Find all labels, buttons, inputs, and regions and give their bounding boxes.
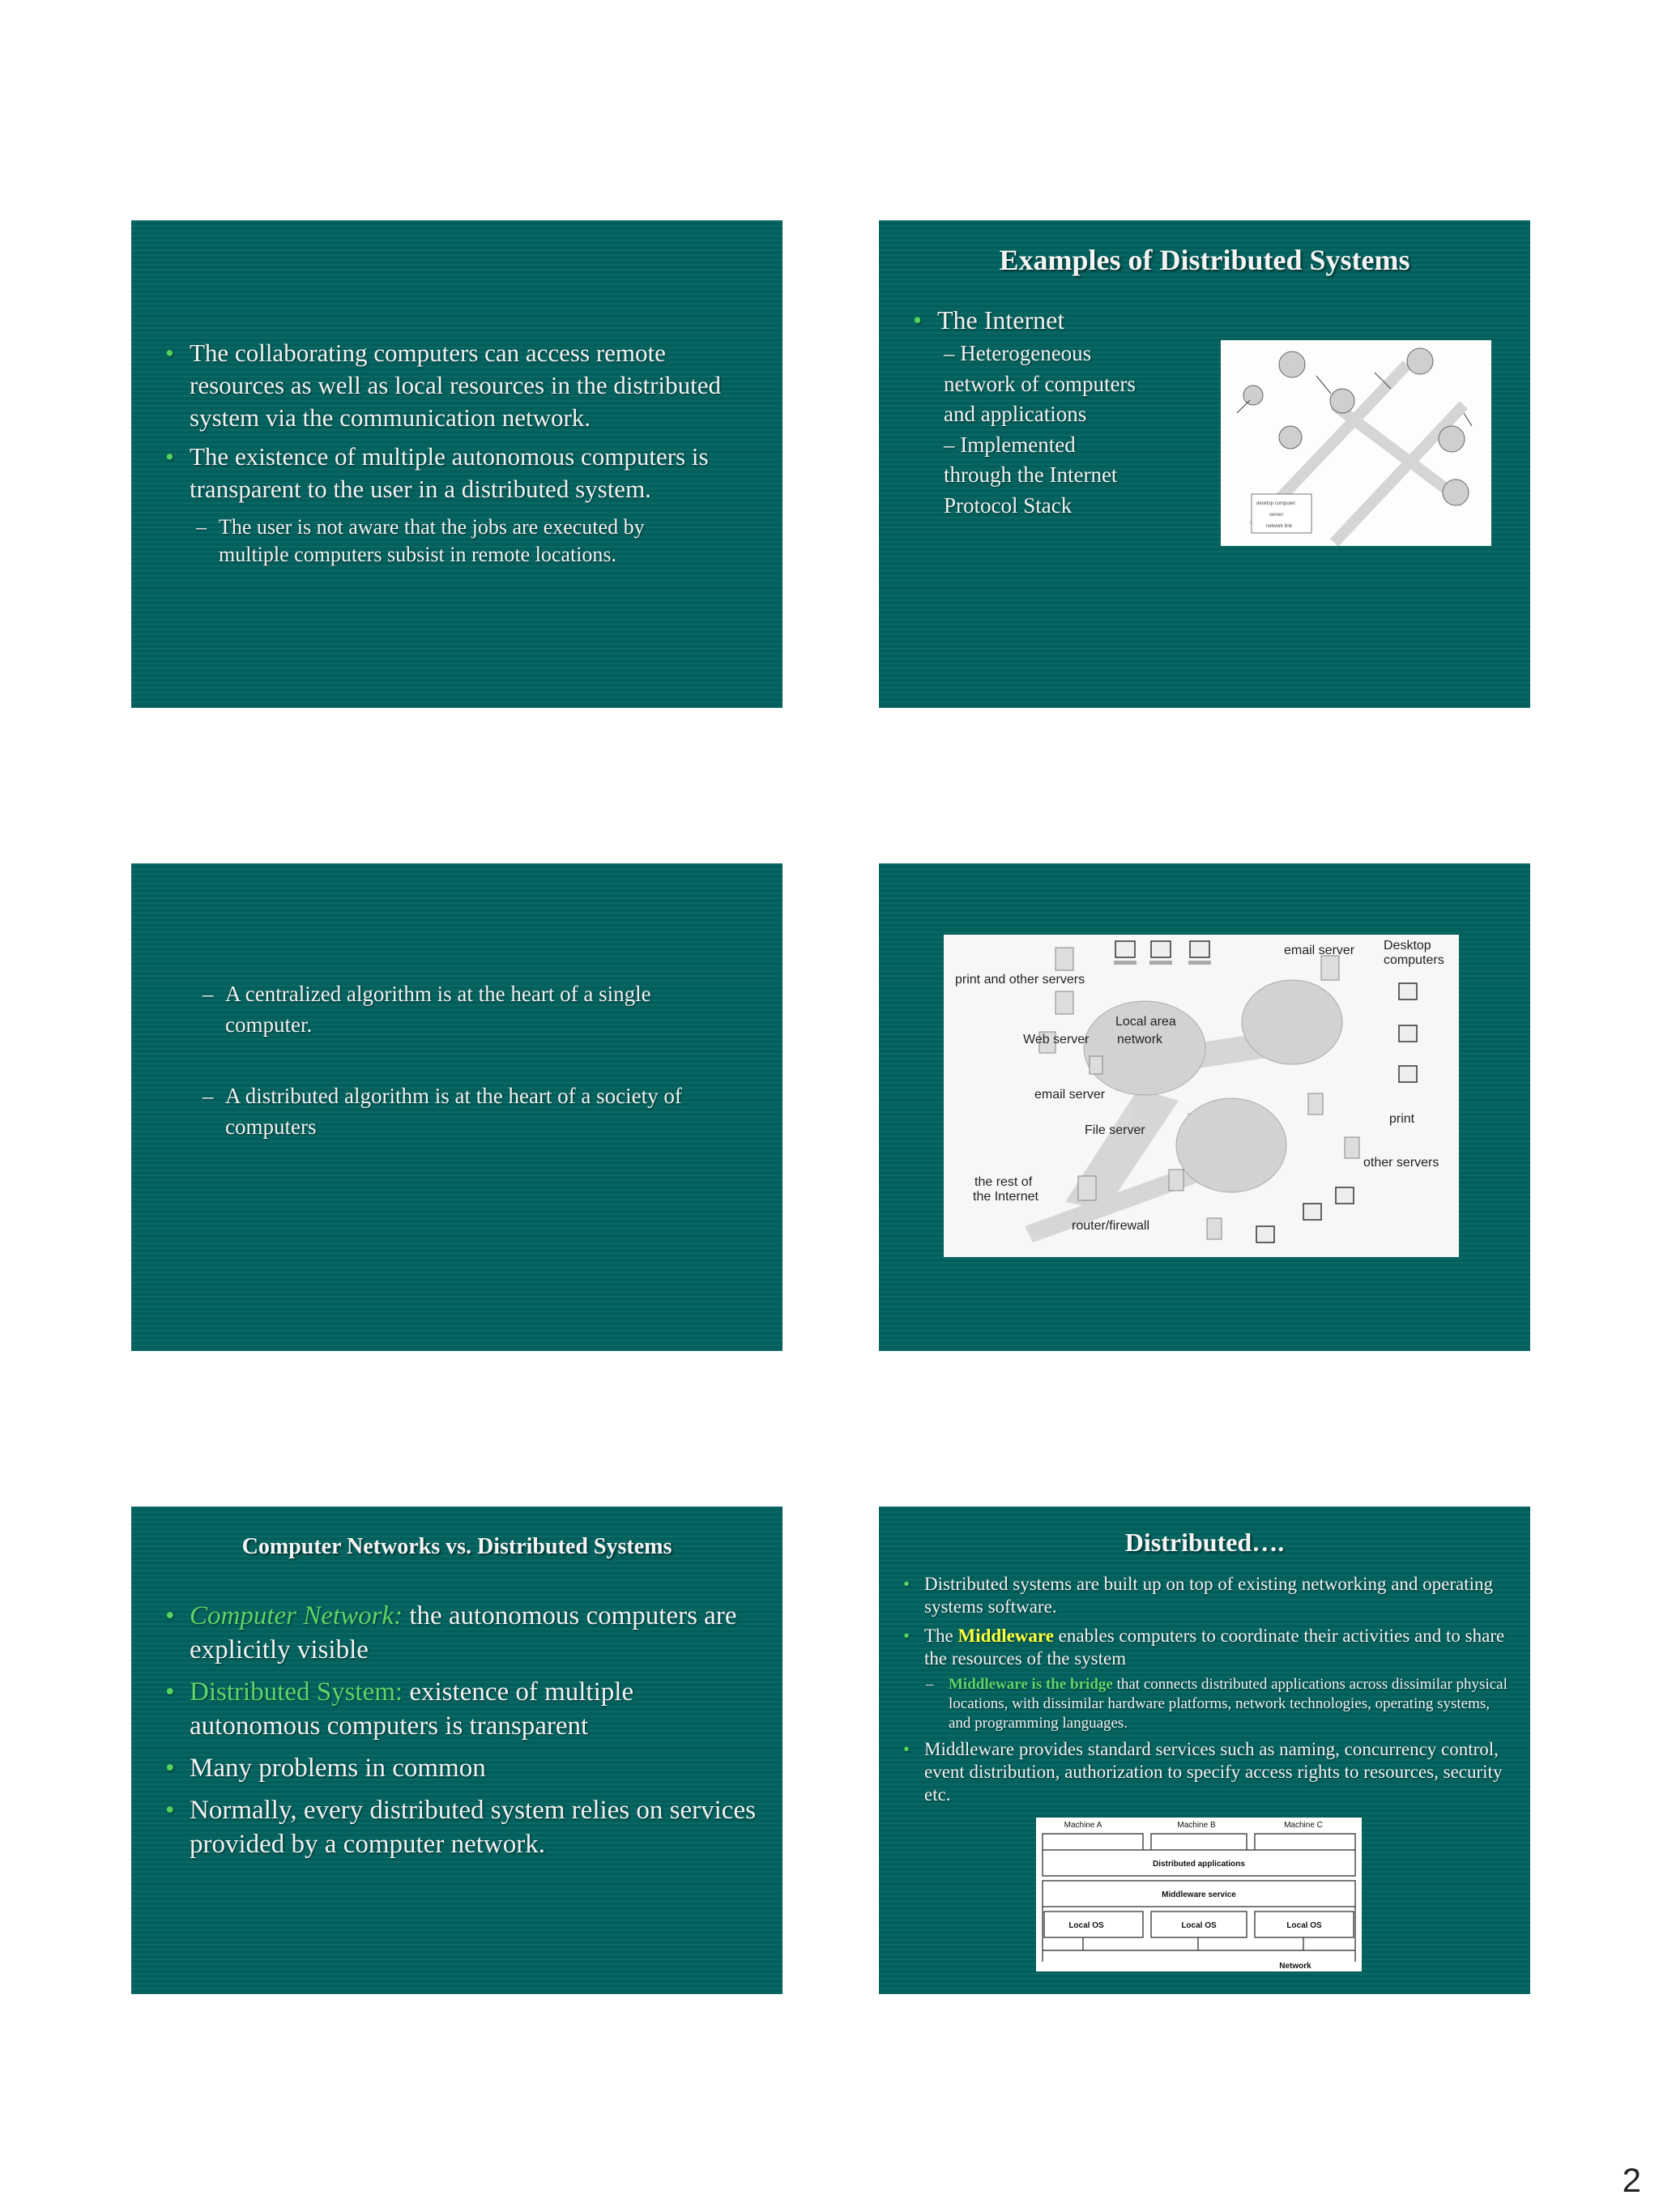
sub-bullet: – A distributed algorithm is at the heart of a society of computers <box>203 1084 682 1139</box>
bullet: • The existence of multiple autonomous computers is transparent to the user in a distributed system. <box>165 442 709 503</box>
machine-b-label: Machine B <box>1177 1821 1216 1830</box>
slide-2-text: – Heterogeneous network of computers and applications – Implemented through the Internet Protocol Stack <box>944 341 1136 518</box>
label-other-servers: other servers <box>1363 1156 1439 1170</box>
slide-3-subbullets <box>203 978 737 1142</box>
slide-3 <box>131 863 783 1351</box>
bullet: • The Internet <box>913 305 1065 335</box>
internet-figure <box>1221 340 1491 546</box>
label-email-server-left: email server <box>1034 1088 1106 1102</box>
middleware-service-label: Middleware service <box>1162 1890 1236 1899</box>
legend-desktop: desktop computer: <box>1256 501 1297 506</box>
bullet: • Distributed System: existence of multiple autonomous computers is transparent <box>165 1677 634 1741</box>
page-number: 2 <box>1622 2161 1641 2199</box>
label-web-server: Web server <box>1023 1033 1090 1046</box>
bullet: • Many problems in common <box>165 1754 486 1783</box>
legend-server: server: <box>1269 513 1285 518</box>
label-email-server-top: email server <box>1284 944 1355 957</box>
slide-title: Examples of Distributed Systems <box>999 244 1410 276</box>
label-local-area: Local area <box>1115 1015 1176 1029</box>
bullet: • Computer Network: the autonomous computers are explicitly visible <box>165 1601 737 1664</box>
legend-network-link: network link: <box>1266 524 1294 529</box>
slide-1-bullets <box>165 337 748 505</box>
local-os-a: Local OS <box>1068 1921 1104 1930</box>
label-desktop: Desktop <box>1384 939 1431 953</box>
slide-6-bullets-2 <box>903 1738 1511 1806</box>
network-figure <box>944 935 1459 1257</box>
label-network: network <box>1117 1033 1163 1046</box>
slide-6-bullets <box>903 1573 1511 1670</box>
bullet: • Normally, every distributed system relies on services provided by a computer network. <box>165 1796 756 1859</box>
machine-c-label: Machine C <box>1284 1821 1323 1830</box>
bullet: • Distributed systems are built up on top of existing networking and operating systems software. <box>903 1574 1494 1617</box>
slide-6-subbullets <box>926 1675 1509 1733</box>
label-computers: computers <box>1384 953 1444 967</box>
machine-a-label: Machine A <box>1064 1821 1102 1830</box>
slide-1-subbullets <box>196 514 714 569</box>
slide-title: Distributed…. <box>1124 1528 1285 1557</box>
label-the-internet: the Internet <box>973 1190 1038 1204</box>
network-label: Network <box>1279 1962 1311 1971</box>
local-os-c: Local OS <box>1286 1921 1322 1930</box>
slide-2-bullets <box>913 305 1205 335</box>
bullet: • Middleware provides standard services such as naming, concurrency control, event distribution, authorization to specify access rights to resources, security etc. <box>903 1739 1503 1805</box>
slide-2 <box>879 220 1530 708</box>
label-rest-of: the rest of <box>975 1175 1033 1189</box>
slide-title: Computer Networks vs. Distributed Systems <box>241 1534 672 1559</box>
bullet: • The Middleware enables computers to coordinate their activities and to share the resources of the system <box>903 1626 1505 1669</box>
sub-bullet: – The user is not aware that the jobs are executed by multiple computers subsist in remote locations. <box>196 515 645 566</box>
label-print: print <box>1389 1112 1415 1126</box>
slide-5-bullets <box>165 1599 757 1861</box>
middleware-diagram <box>1036 1818 1362 1971</box>
bullet: • The collaborating computers can access remote resources as well as local resources in the distributed system via the communication network. <box>165 339 721 432</box>
sub-bullet: – A centralized algorithm is at the heart of a single computer. <box>203 982 651 1037</box>
slide-4 <box>879 863 1530 1351</box>
label-router-firewall: router/firewall <box>1072 1219 1150 1233</box>
slide-6 <box>879 1507 1530 1994</box>
distributed-applications-label: Distributed applications <box>1153 1860 1245 1869</box>
label-file-server: File server <box>1085 1123 1145 1137</box>
slide-1 <box>131 220 783 708</box>
label-print-other-servers: print and other servers <box>955 973 1085 987</box>
local-os-b: Local OS <box>1181 1921 1217 1930</box>
sub-bullet: – Middleware is the bridge that connects distributed applications across dissimilar physical locations, with dissimilar hardware platforms, network technologies, operating systems, and programming languages. <box>926 1676 1508 1732</box>
slide-5 <box>131 1507 783 1994</box>
